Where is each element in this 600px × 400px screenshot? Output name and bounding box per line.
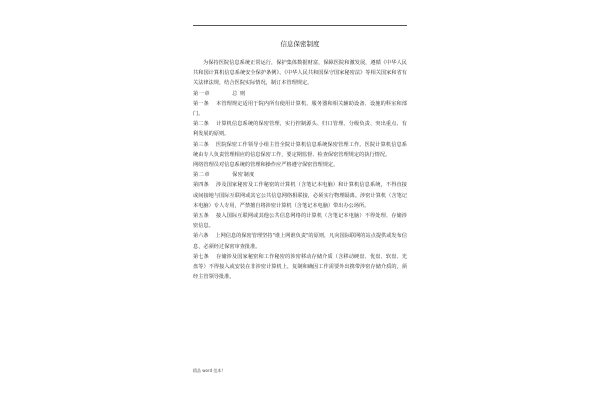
- article-5: 第五条 接入国际互联网或其他公共信息网络的计算机（含笔记本电脑）不得处理、存储涉密信息。: [193, 213, 407, 230]
- article-4: 第四条 涉及国家秘密及工作秘密的计算机（含笔记本电脑）和计算机信息系统，不得直接或间接地与国际互联网或其它公共信息网络相联接，必须实行物理隔离。涉密计算机（含笔记本电脑）专人专用，严禁擅自将涉密计算机（含笔记本电脑）带出办公场所。: [193, 182, 407, 209]
- chapter-two-heading: [193, 170, 407, 180]
- chapter-one-label: 第一章: [193, 90, 211, 97]
- article-1: 第一条 本管理规定适用于院内所有使用计算机、服务器和相关辅助设备、设施的科室和部门。: [193, 100, 407, 118]
- page-footer: 精品 word 范本!: [193, 368, 223, 373]
- chapter-two-name: 保密制度: [232, 172, 255, 179]
- intro-paragraph: 为保持医院信息系统正常运行，保护集体数据财富，保障医院和激发展，遵循《中华人民共和国计算机信息系统安全保护条例》、《中华人民共和国保守国家秘密法》等相关国家和省有关法律法规，结合医院实际情况，制订本管理规定。: [193, 60, 407, 87]
- document-body: [193, 58, 407, 282]
- document-title: 信息保密制度: [280, 40, 320, 48]
- article-3: 第三条 医院保密工作领导小组主管全院计算机信息系统保密管理工作。医院计算机信息系统由专人负责管理相应的信息保密工作，要定期监督、检查保密管理规定的执行情况。: [193, 141, 407, 158]
- article-2: 第二条 计算机信息系统的保密管理，实行控制源头、归口管理、分级负责、突出重点、有利发展的原则。: [193, 121, 407, 138]
- chapter-two-label: 第二章: [193, 172, 211, 179]
- article-7: 第七条 存储涉及国家秘密和工作秘密的涉密移动存储介质（含移动硬盘、优盘、软盘、光盘等）不得接入或安装在非涉密计算机上，复制和确因工作需要外出携带涉密存储介质的，须经主管领导批准。: [193, 253, 407, 281]
- top-rule-divider: [193, 25, 407, 26]
- article-6: 第六条 上网信息的保密管理坚持"谁上网谁负责"的原则，凡向国际联网的站点提供或发布信息，必须经过保密审查批准。: [193, 233, 407, 250]
- chapter-one-heading: [193, 89, 407, 99]
- chapter-one-name: 总 则: [232, 90, 246, 97]
- article-3-note: 网络管理员对信息系统的管理和操作应严格遵守保密管理规定。: [193, 162, 339, 169]
